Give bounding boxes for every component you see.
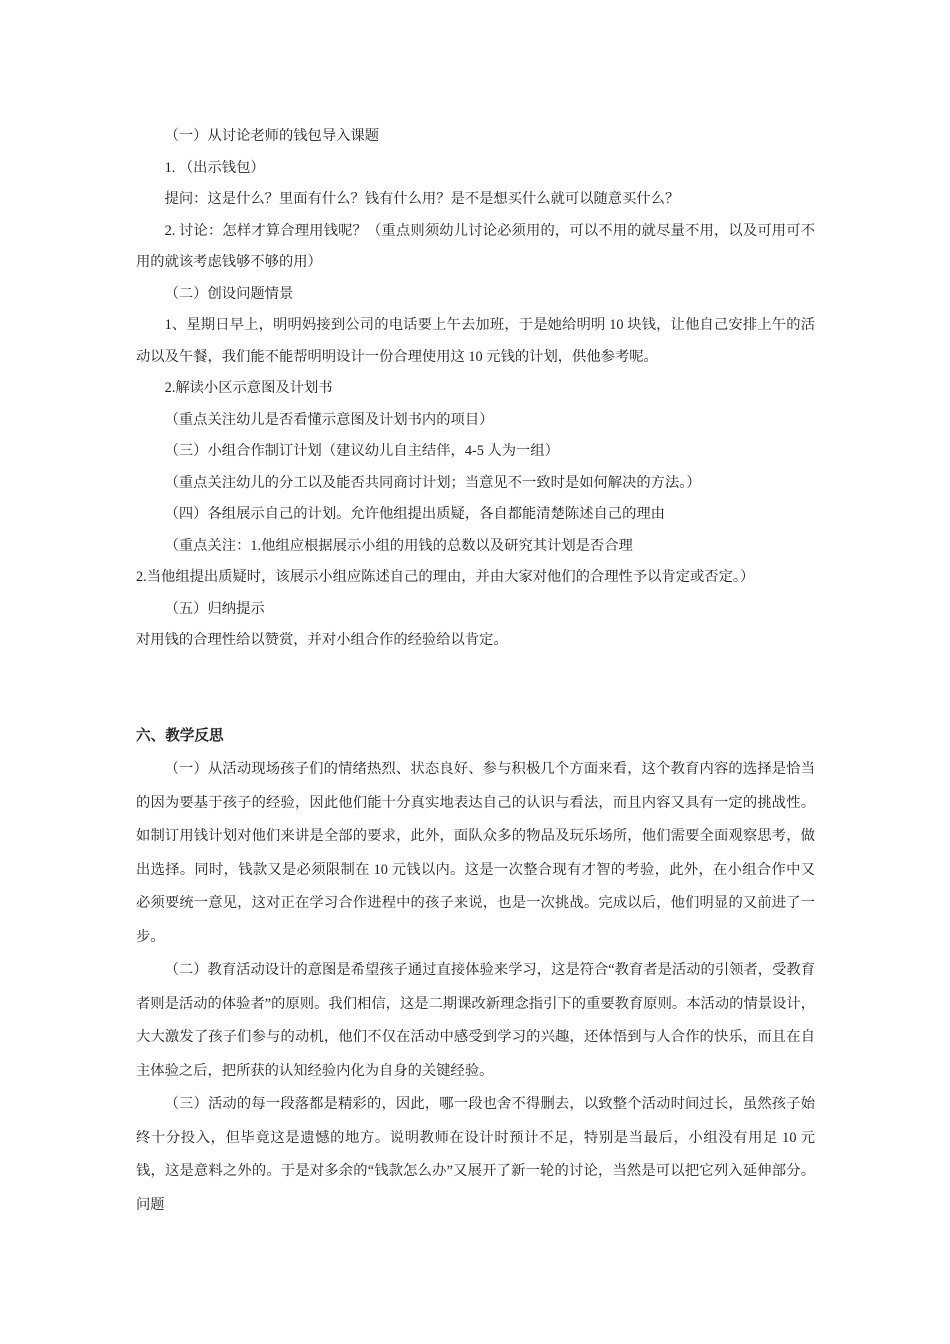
paragraph: 2. 讨论：怎样才算合理用钱呢？（重点则须幼儿讨论必须用的，可以不用的就尽量不用，以及可用可不用的就该考虑钱够不够的用） [136, 222, 815, 270]
paragraph: 提问：这是什么？里面有什么？钱有什么用？是不是想买什么就可以随意买什么？ [164, 191, 680, 207]
paragraph: （重点关注幼儿的分工以及能否共同商讨计划；当意见不一致时是如何解决的方法。） [164, 474, 701, 491]
paragraph: （四）各组展示自己的计划。允许他组提出质疑，各自都能清楚陈述自己的理由 [164, 506, 665, 522]
paragraph: （三）活动的每一段落都是精彩的，因此，哪一段也舍不得删去，以致整个活动时间过长，虽然孩子始终十分投入，但毕竟这是遗憾的地方。说明教师在设计时预计不足，特别是当最后，小组没有用足 10 元钱，这是意料之外的。于是对多余的“钱款怎么办”又展开了新一轮的讨论，当然是可以把它列入延伸部分。问题 [136, 1096, 815, 1213]
paragraph: 2.当他组提出质疑时，该展示小组应陈述自己的理由，并由大家对他们的合理性予以肯定或否定。） [136, 569, 755, 585]
section-heading: 六、教学反思 [136, 727, 224, 744]
paragraph: （重点关注幼儿是否看懂示意图及计划书内的项目） [164, 411, 494, 428]
paragraph: （二）教育活动设计的意图是希望孩子通过直接体验来学习，这是符合“教育者是活动的引领者，受教育者则是活动的体验者”的原则。我们相信，这是二期课改新理念指引下的重要教育原则。本活动的情景设计，大大激发了孩子们参与的动机，他们不仅在活动中感受到学习的兴趣，还体悟到与人合作的快乐，而且在自主体验之后，把所获的认知经验内化为自身的关键经验。 [136, 962, 815, 1079]
document-text-block [136, 121, 815, 1222]
paragraph: （一）从讨论老师的钱包导入课题 [164, 128, 380, 144]
paragraph: （二）创设问题情景 [164, 285, 294, 302]
paragraph: 1、星期日早上，明明妈接到公司的电话要上午去加班，于是她给明明 10 块钱，让他自己安排上午的活动以及午餐，我们能不能帮明明设计一份合理使用这 10 元钱的计划，供他参考呢。 [136, 317, 815, 365]
paragraph: （一）从活动现场孩子们的情绪热烈、状态良好、参与积极几个方面来看，这个教育内容的选择是恰当的因为要基于孩子的经验，因此他们能十分真实地表达自己的认识与看法，而且内容又具有一定的挑战性。如制订用钱计划对他们来讲是全部的要求，此外，面队众多的物品及玩乐场所，他们需要全面观察思考，做出选择。同时，钱款又是必须限制在 10 元钱以内。这是一次整合现有才智的考验，此外，在小组合作中又必须要统一意见，这对正在学习合作进程中的孩子来说，也是一次挑战。完成以后，他们明显的又前进了一步。 [136, 761, 815, 945]
paragraph: 2.解读小区示意图及计划书 [164, 380, 333, 396]
activity-procedure-section [136, 121, 815, 657]
paragraph: （五）归纳提示 [164, 600, 265, 617]
teaching-reflection-section [136, 720, 815, 1223]
paragraph: 对用钱的合理性给以赞赏，并对小组合作的经验给以肯定。 [136, 632, 508, 648]
paragraph: 1. （出示钱包） [164, 159, 265, 176]
paragraph: （三）小组合作制订计划（建议幼儿自主结伴，4-5 人为一组） [164, 443, 559, 459]
section-spacer [136, 657, 815, 720]
paragraph: （重点关注：1.他组应根据展示小组的用钱的总数以及研究其计划是否合理 [164, 537, 633, 554]
